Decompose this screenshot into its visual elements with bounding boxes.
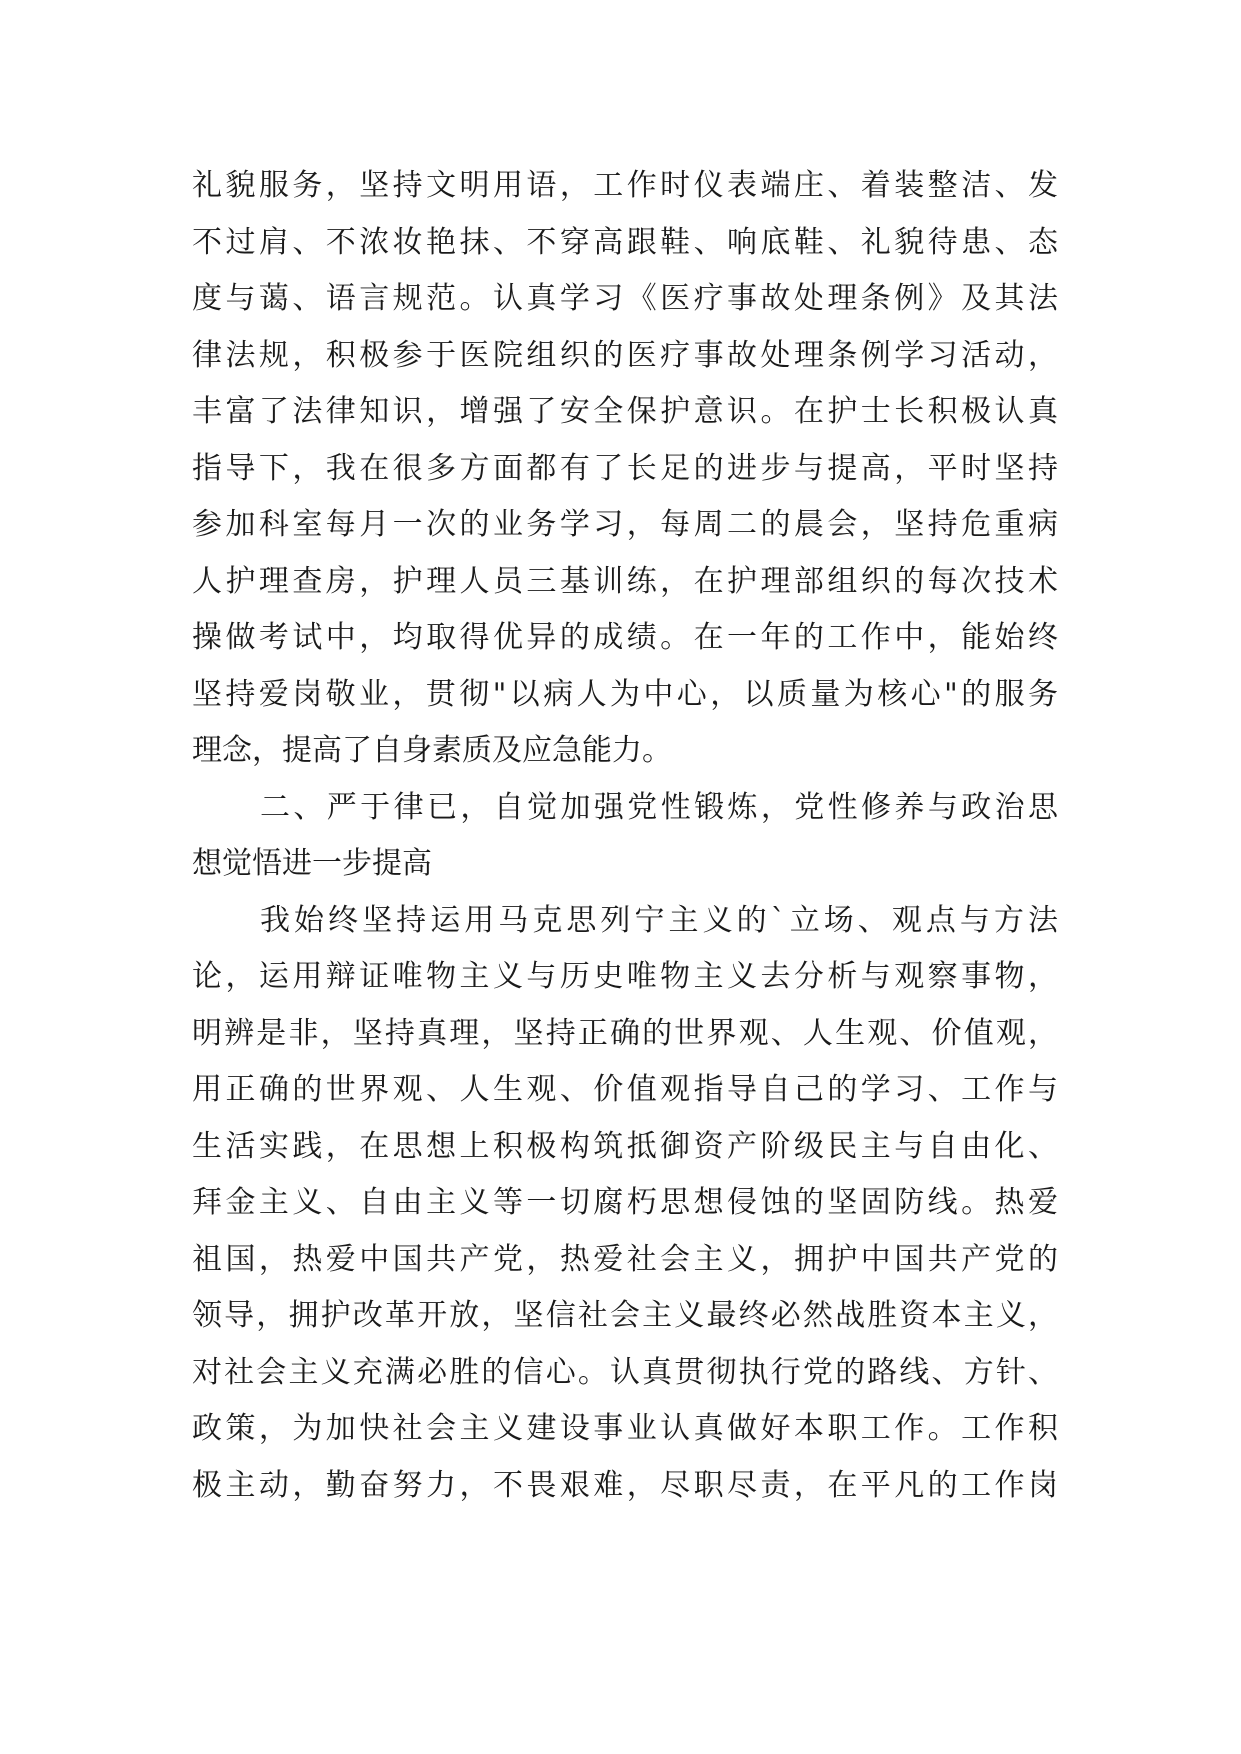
document-body (192, 158, 1058, 1514)
text-line: 坚持爱岗敬业，贯彻"以病人为中心，以质量为核心"的服务 (192, 676, 1058, 712)
text-line: 指导下，我在很多方面都有了长足的进步与提高，平时坚持 (192, 450, 1058, 486)
text-line: 丰富了法律知识，增强了安全保护意识。在护士长积极认真 (192, 394, 1058, 429)
text-line: 参加科室每月一次的业务学习，每周二的晨会，坚持危重病 (192, 507, 1058, 542)
text-line: 二、严于律已，自觉加强党性锻炼，党性修养与政治思 (260, 789, 1058, 825)
text-line: 人护理查房，护理人员三基训练，在护理部组织的每次技术 (192, 563, 1058, 599)
text-line: 不过肩、不浓妆艳抹、不穿高跟鞋、响底鞋、礼貌待患、态 (192, 224, 1058, 260)
text-line: 拜金主义、自由主义等一切腐朽思想侵蚀的坚固防线。热爱 (192, 1185, 1058, 1220)
text-line: 祖国，热爱中国共产党，热爱社会主义，拥护中国共产党的 (192, 1241, 1058, 1277)
text-line: 政策，为加快社会主义建设事业认真做好本职工作。工作积 (192, 1411, 1058, 1446)
text-line: 用正确的世界观、人生观、价值观指导自己的学习、工作与 (192, 1072, 1058, 1107)
text-line: 律法规，积极参于医院组织的医疗事故处理条例学习活动， (192, 337, 1058, 373)
text-line: 想觉悟进一步提高 (192, 846, 432, 881)
text-line: 我始终坚持运用马克思列宁主义的`立场、观点与方法 (260, 902, 1058, 938)
text-line: 极主动，勤奋努力，不畏艰难，尽职尽责，在平凡的工作岗 (192, 1467, 1058, 1503)
text-line: 理念，提高了自身素质及应急能力。 (192, 733, 672, 768)
text-line: 生活实践，在思想上积极构筑抵御资产阶级民主与自由化、 (192, 1128, 1058, 1164)
text-line: 操做考试中，均取得优异的成绩。在一年的工作中，能始终 (192, 620, 1058, 655)
text-line: 对社会主义充满必胜的信心。认真贯彻执行党的路线、方针、 (192, 1354, 1058, 1390)
text-line: 论，运用辩证唯物主义与历史唯物主义去分析与观察事物， (192, 959, 1058, 994)
text-line: 礼貌服务，坚持文明用语，工作时仪表端庄、着装整洁、发 (192, 168, 1058, 203)
text-line: 明辨是非，坚持真理，坚持正确的世界观、人生观、价值观， (192, 1015, 1058, 1051)
text-line: 领导，拥护改革开放，坚信社会主义最终必然战胜资本主义， (192, 1298, 1058, 1333)
text-line: 度与蔼、语言规范。认真学习《医疗事故处理条例》及其法 (192, 281, 1058, 316)
